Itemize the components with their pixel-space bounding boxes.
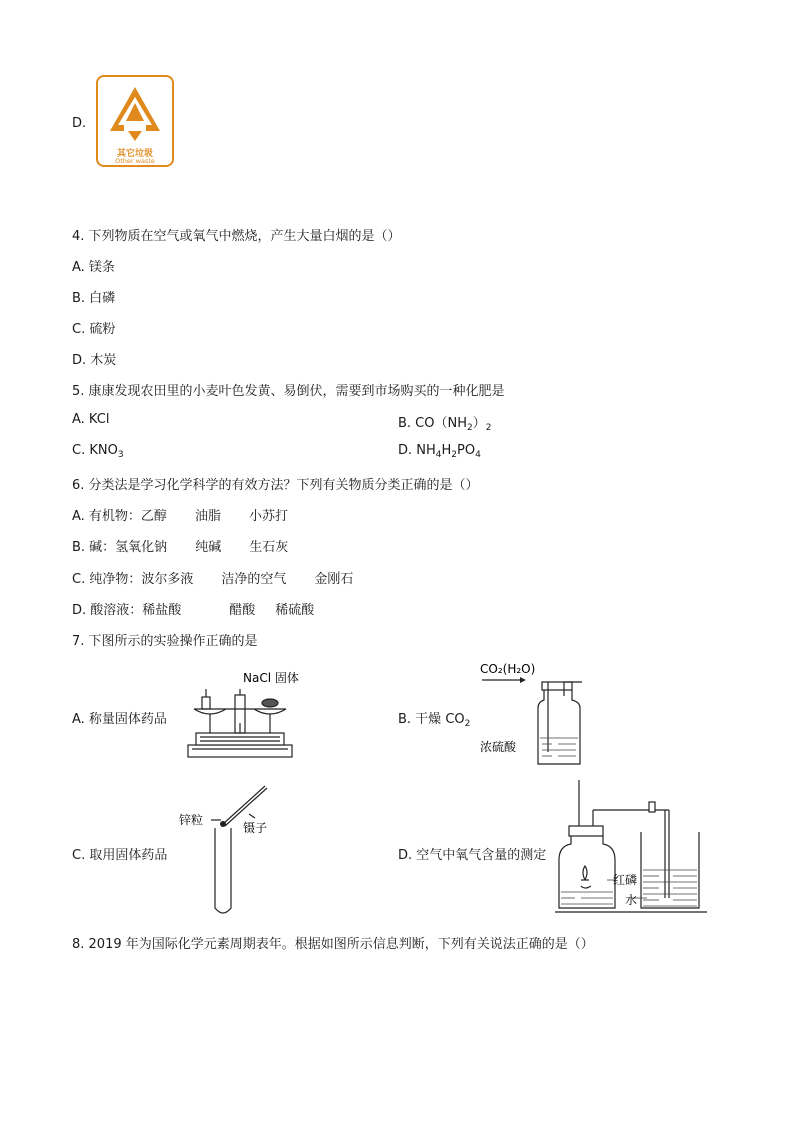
q7-option-c: C. 取用固体药品: [72, 848, 168, 863]
q6-option-a: A. 有机物：乙醇 油脂 小苏打: [72, 509, 288, 524]
q4-option-a: A. 镁条: [72, 260, 115, 275]
co2-h2o-label: CO₂(H₂O): [480, 662, 536, 676]
q7-option-b: B. 干燥 $CO_2$: [398, 712, 471, 729]
option-d-letter: D.: [72, 116, 87, 131]
q6-option-d: D. 酸溶液：稀盐酸 醋酸 稀硫酸: [72, 603, 315, 618]
test-tube-figure: [175, 780, 285, 920]
recycle-triangle-icon: [98, 79, 172, 145]
drying-bottle-figure: [480, 660, 590, 770]
q6-option-b: B. 碱：氢氧化钠 纯碱 生石灰: [72, 540, 289, 555]
q5-option-b: B. $CO(NH_2)_2$: [398, 416, 492, 433]
q7-option-d: D. 空气中氧气含量的测定: [398, 848, 547, 863]
nacl-solid-label: NaCl 固体: [243, 671, 299, 685]
q4-option-b: B. 白磷: [72, 291, 116, 306]
q4-option-d: D. 木炭: [72, 353, 117, 368]
zinc-granule-label: 锌粒: [179, 813, 204, 827]
water-label: 水: [625, 893, 638, 907]
q5-option-d: D. $NH_4H_2PO_4$: [398, 443, 481, 460]
q4-stem: 4. 下列物质在空气或氧气中燃烧，产生大量白烟的是（）: [72, 229, 401, 244]
q5-option-c: C. $KNO_3$: [72, 443, 124, 460]
q4-option-c: C. 硫粉: [72, 322, 116, 337]
q8-stem: 8. 2019 年为国际化学元素周期表年。根据如图所示信息判断，下列有关说法正确的是（）: [72, 937, 594, 952]
oxygen-measurement-figure: [555, 780, 710, 920]
q7-stem: 7. 下图所示的实验操作正确的是: [72, 634, 258, 649]
logo-text-en: Other waste: [115, 157, 155, 165]
logo-text-cn: 其它垃圾: [116, 149, 153, 159]
other-waste-logo: [96, 75, 174, 167]
q5-option-a: A. KCl: [72, 412, 110, 427]
q7-option-a: A. 称量固体药品: [72, 712, 167, 727]
q6-option-c: C. 纯净物：波尔多液 洁净的空气 金刚石: [72, 572, 354, 587]
red-phosphorus-label: 红磷: [613, 873, 638, 887]
q6-stem: 6. 分类法是学习化学科学的有效方法？下列有关物质分类正确的是（）: [72, 478, 479, 493]
balance-figure: [180, 665, 300, 760]
conc-sulfuric-acid-label: 浓硫酸: [480, 740, 517, 754]
tweezers-label: 镊子: [243, 821, 268, 835]
q5-stem: 5. 康康发现农田里的小麦叶色发黄、易倒伏，需要到市场购买的一种化肥是: [72, 384, 505, 399]
